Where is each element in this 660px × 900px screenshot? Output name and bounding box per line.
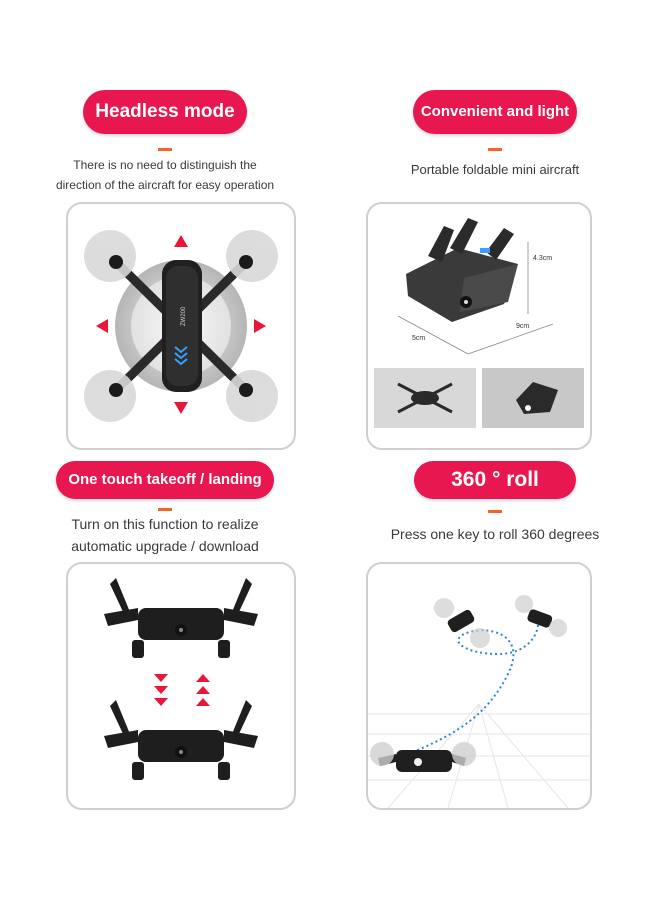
roll-360-title: 360 ° roll [414,461,576,499]
one-touch-takeoff-image-frame [66,562,296,810]
folded-drone-illustration [368,204,590,448]
takeoff-landing-illustration [68,564,294,808]
headless-mode-description-line-1: There is no need to distinguish the [73,158,257,172]
drone-top [104,578,258,658]
convenient-light-title: Convenient and light [413,90,577,134]
height-dimension-label: 4.3cm [533,255,553,262]
one-touch-takeoff-description-line-2: automatic upgrade / download [71,538,259,554]
roll-360-image-frame [366,562,592,810]
drone-bottom [104,700,258,780]
section-convenient-light [330,0,660,450]
headless-mode-description-line-2: direction of the aircraft for easy operation [55,178,275,192]
title-dash [158,508,172,511]
one-touch-takeoff-description-line-1: Turn on this function to realize [71,516,259,532]
length-dimension-label: 9cm [516,323,530,330]
drone-upper-right [515,595,567,637]
convenient-light-image-frame [366,202,592,450]
section-one-touch-takeoff [0,450,330,900]
title-dash [158,148,172,151]
takeoff-arrow-icons [196,674,210,706]
drone-model-label: ZW200 [181,306,187,326]
landing-arrow-icons [154,674,168,706]
section-360-roll [330,450,660,900]
roll-360-illustration [368,564,590,808]
width-dimension-label: 5cm [412,335,426,342]
section-headless-mode [0,0,330,450]
drone-upper-left [434,598,490,648]
headless-mode-image-frame [66,202,296,450]
headless-mode-title: Headless mode [83,90,247,134]
one-touch-takeoff-title: One touch takeoff / landing [56,461,274,499]
roll-360-description: Press one key to roll 360 degrees [390,526,600,542]
title-dash [488,148,502,151]
headless-drone-illustration [68,204,294,448]
title-dash [488,510,502,513]
convenient-light-description: Portable foldable mini aircraft [410,162,580,177]
